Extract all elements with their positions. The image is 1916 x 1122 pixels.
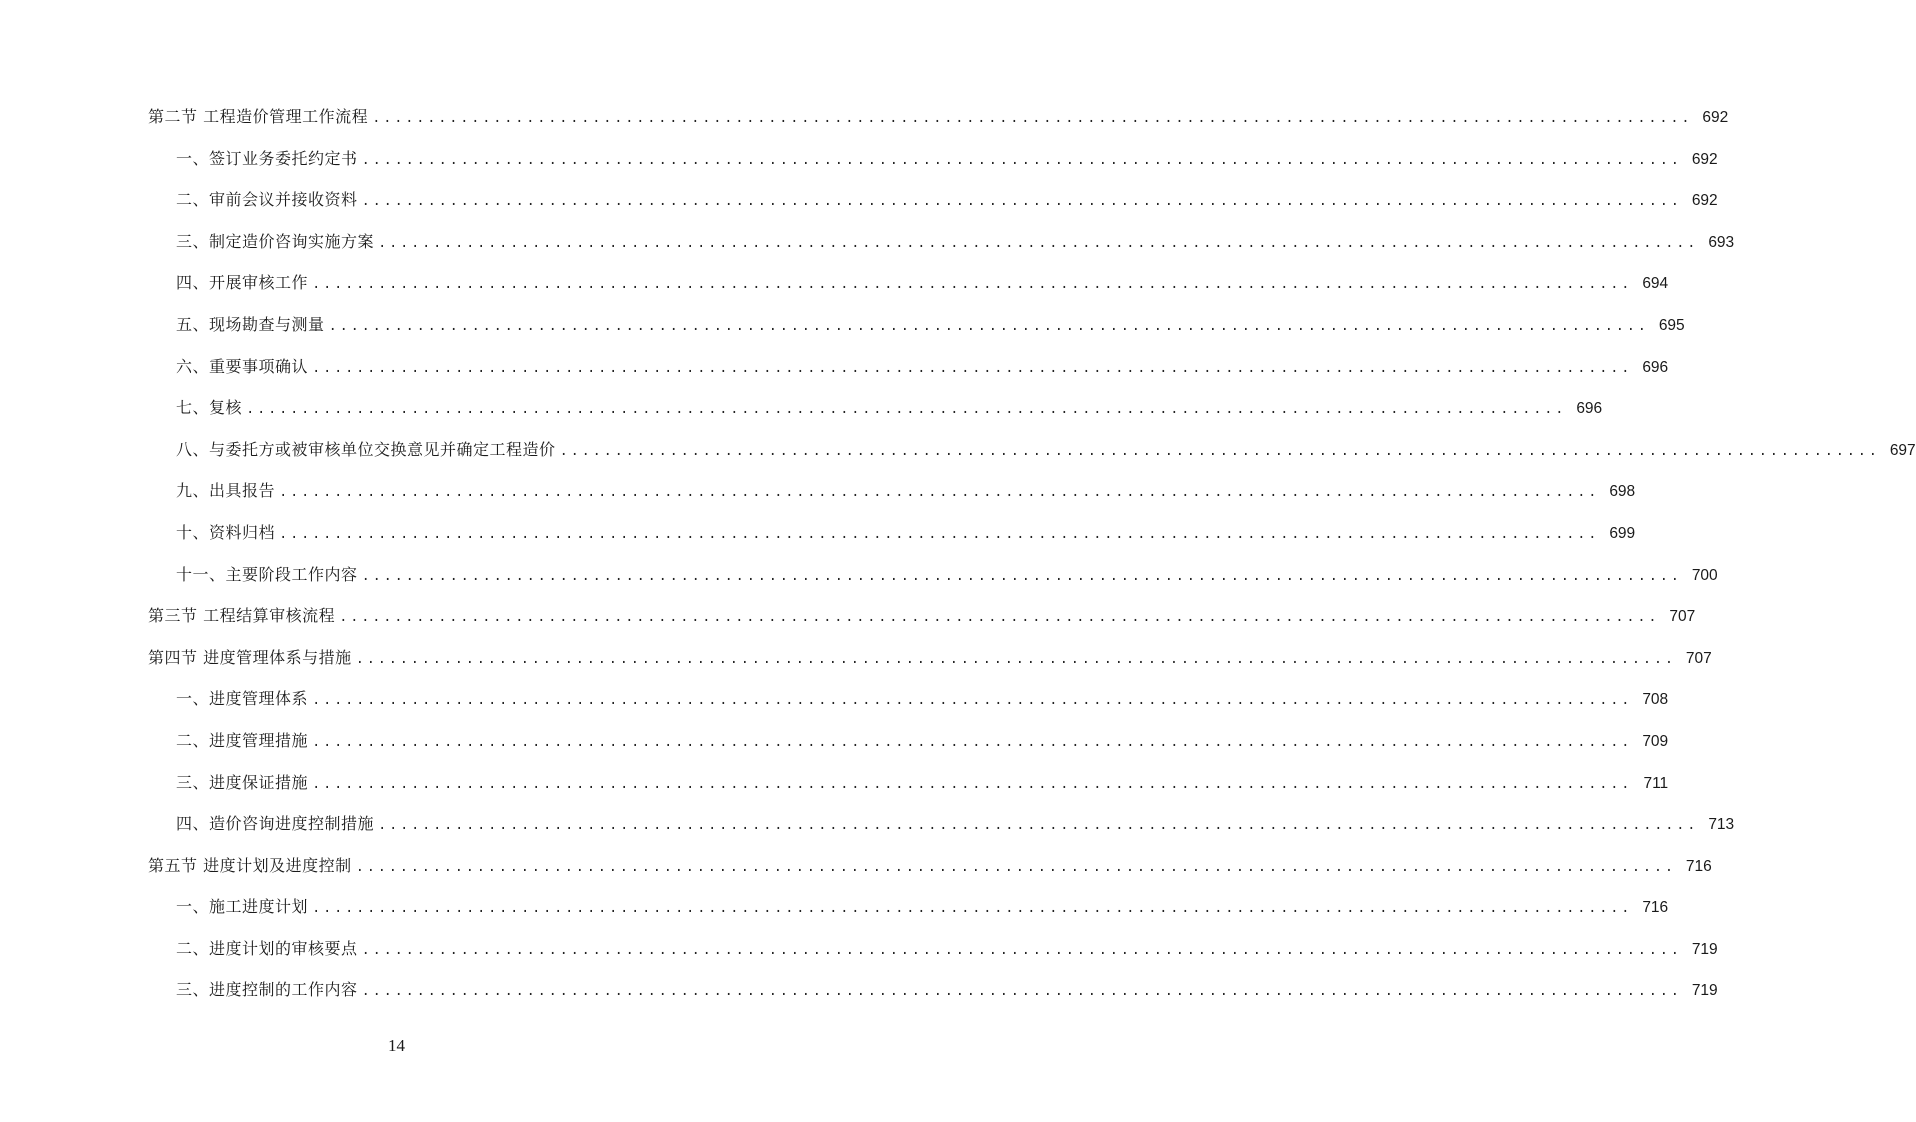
- toc-entry-title: 十、资料归档: [176, 522, 276, 542]
- toc-entry-page: 713: [1708, 816, 1735, 834]
- toc-subsection-entry[interactable]: [148, 512, 1636, 554]
- toc-subsection-entry[interactable]: [148, 678, 1669, 720]
- toc-dot-leader: ........................................................................................................................: [378, 235, 1699, 252]
- toc-dot-leader: ........................................................................................................................: [339, 610, 1660, 627]
- toc-dot-leader: ........................................................................................................................: [312, 901, 1633, 918]
- toc-entry-title: 七、复核: [176, 398, 243, 418]
- toc-entry-title: 四、造价咨询进度控制措施: [176, 814, 375, 834]
- toc-dot-leader: ........................................................................................................................: [378, 818, 1699, 835]
- toc-entry-title: 一、签订业务委托约定书: [176, 148, 358, 168]
- toc-entry-page: 696: [1642, 358, 1669, 376]
- toc-entry-page: 692: [1691, 192, 1718, 210]
- toc-entry-title: 第四节 进度管理体系与措施: [148, 647, 352, 667]
- toc-entry-page: 719: [1691, 982, 1718, 1000]
- toc-subsection-entry[interactable]: [148, 470, 1636, 512]
- toc-subsection-entry[interactable]: [148, 429, 1916, 471]
- toc-entry-title: 二、进度计划的审核要点: [176, 938, 358, 958]
- toc-entry-title: 第三节 工程结算审核流程: [148, 606, 336, 626]
- toc-entry-title: 十一、主要阶段工作内容: [176, 564, 358, 584]
- toc-dot-leader: ........................................................................................................................: [279, 485, 1600, 502]
- toc-dot-leader: ........................................................................................................................: [361, 194, 1682, 211]
- toc-dot-leader: ........................................................................................................................: [361, 984, 1682, 1001]
- table-of-contents: [148, 96, 1916, 1011]
- toc-dot-leader: ........................................................................................................................: [328, 318, 1649, 335]
- toc-subsection-entry[interactable]: [148, 346, 1669, 388]
- toc-entry-page: 716: [1642, 899, 1669, 917]
- toc-subsection-entry[interactable]: [148, 803, 1735, 845]
- toc-entry-title: 二、审前会议并接收资料: [176, 190, 358, 210]
- toc-subsection-entry[interactable]: [148, 262, 1669, 304]
- toc-entry-page: 711: [1643, 774, 1669, 792]
- toc-entry-title: 八、与委托方或被审核单位交换意见并确定工程造价: [176, 439, 556, 459]
- toc-dot-leader: ........................................................................................................................: [312, 360, 1633, 377]
- toc-entry-title: 二、进度管理措施: [176, 730, 309, 750]
- toc-entry-page: 700: [1691, 566, 1718, 584]
- toc-entry-page: 709: [1642, 732, 1669, 750]
- toc-dot-leader: ........................................................................................................................: [559, 443, 1880, 460]
- toc-entry-title: 六、重要事项确认: [176, 356, 309, 376]
- toc-entry-page: 716: [1685, 857, 1712, 875]
- toc-subsection-entry[interactable]: [148, 179, 1718, 221]
- toc-entry-title: 一、施工进度计划: [176, 897, 309, 917]
- toc-entry-page: 699: [1609, 524, 1636, 542]
- toc-entry-page: 708: [1642, 691, 1669, 709]
- toc-dot-leader: ........................................................................................................................: [355, 859, 1676, 876]
- toc-dot-leader: ........................................................................................................................: [246, 402, 1567, 419]
- toc-entry-title: 五、现场勘查与测量: [176, 314, 325, 334]
- toc-dot-leader: ........................................................................................................................: [355, 651, 1676, 668]
- toc-subsection-entry[interactable]: [148, 138, 1718, 180]
- toc-subsection-entry[interactable]: [148, 304, 1685, 346]
- page-number: 14: [388, 1036, 405, 1055]
- toc-dot-leader: ........................................................................................................................: [312, 693, 1633, 710]
- toc-subsection-entry[interactable]: [148, 387, 1603, 429]
- toc-dot-leader: ........................................................................................................................: [372, 111, 1693, 127]
- toc-subsection-entry[interactable]: [148, 221, 1735, 263]
- toc-subsection-entry[interactable]: [148, 554, 1718, 596]
- toc-dot-leader: ........................................................................................................................: [361, 152, 1682, 169]
- toc-entry-page: 719: [1691, 940, 1718, 958]
- toc-dot-leader: ........................................................................................................................: [361, 568, 1682, 585]
- toc-subsection-entry[interactable]: [148, 720, 1669, 762]
- toc-entry-page: 693: [1708, 233, 1735, 251]
- toc-section-entry[interactable]: [148, 96, 1729, 138]
- toc-entry-page: 692: [1702, 109, 1729, 126]
- toc-entry-page: 698: [1609, 483, 1636, 501]
- toc-entry-page: 697: [1889, 441, 1916, 459]
- toc-section-entry[interactable]: [148, 845, 1712, 887]
- toc-subsection-entry[interactable]: [148, 762, 1669, 804]
- toc-subsection-entry[interactable]: [148, 886, 1669, 928]
- toc-subsection-entry[interactable]: [148, 928, 1718, 970]
- toc-dot-leader: ........................................................................................................................: [361, 942, 1682, 959]
- toc-section-entry[interactable]: [148, 637, 1712, 679]
- toc-dot-leader: ........................................................................................................................: [312, 277, 1633, 294]
- toc-entry-title: 四、开展审核工作: [176, 273, 309, 293]
- toc-entry-page: 707: [1669, 608, 1696, 626]
- toc-dot-leader: ........................................................................................................................: [279, 526, 1600, 543]
- toc-entry-title: 第五节 进度计划及进度控制: [148, 855, 352, 875]
- toc-dot-leader: ........................................................................................................................: [312, 776, 1633, 793]
- toc-entry-page: 694: [1642, 275, 1669, 293]
- toc-entry-title: 三、进度控制的工作内容: [176, 980, 358, 1000]
- toc-entry-page: 707: [1685, 649, 1712, 667]
- toc-entry-title: 九、出具报告: [176, 481, 276, 501]
- toc-entry-title: 一、进度管理体系: [176, 689, 309, 709]
- toc-entry-page: 692: [1691, 150, 1718, 168]
- toc-entry-page: 696: [1576, 400, 1603, 418]
- toc-subsection-entry[interactable]: [148, 969, 1718, 1011]
- toc-entry-title: 三、制定造价咨询实施方案: [176, 231, 375, 251]
- toc-entry-title: 第二节 工程造价管理工作流程: [148, 107, 369, 126]
- toc-section-entry[interactable]: [148, 595, 1696, 637]
- toc-entry-page: 695: [1658, 316, 1685, 334]
- toc-entry-title: 三、进度保证措施: [176, 772, 309, 792]
- toc-dot-leader: ........................................................................................................................: [312, 734, 1633, 751]
